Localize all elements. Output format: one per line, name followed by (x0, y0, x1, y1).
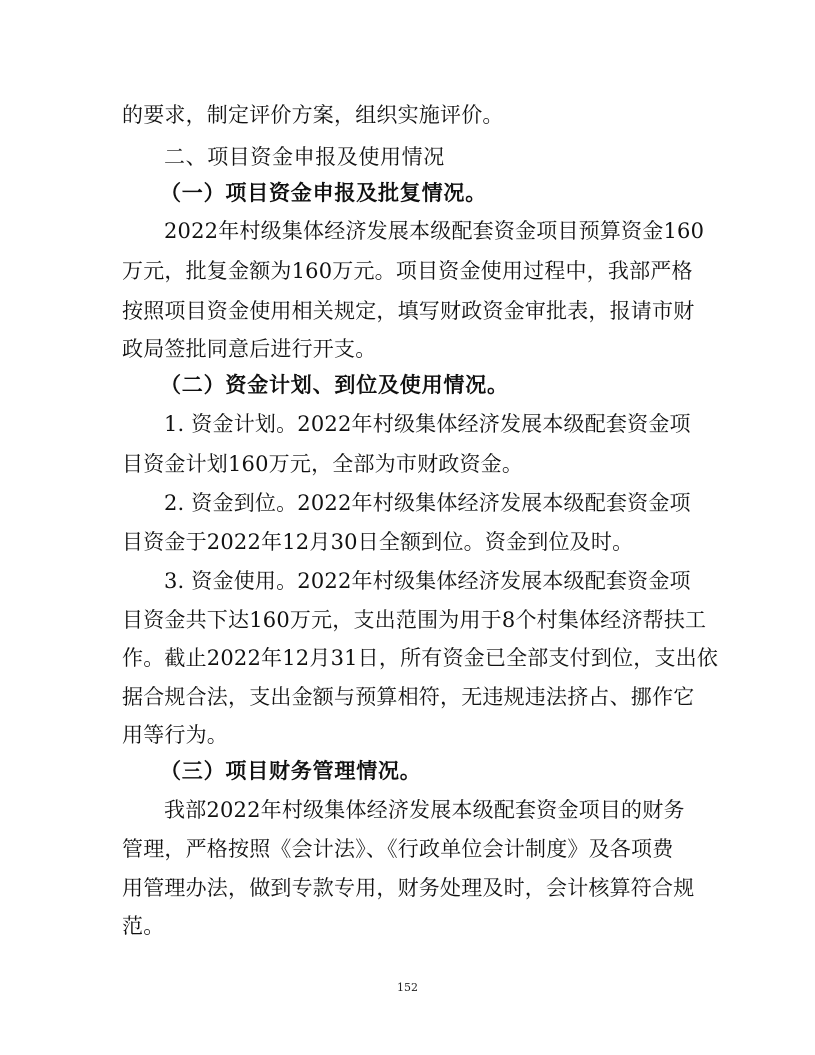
text-line: 万元，批复金额为160万元。项目资金使用过程中，我部严格 (122, 259, 693, 283)
text-line: 1. 资金计划。2022年村级集体经济发展本级配套资金项 (164, 412, 691, 436)
text-line: 3. 资金使用。2022年村级集体经济发展本级配套资金项 (164, 569, 691, 593)
text-line: 作。截止2022年12月31日，所有资金已全部支付到位，支出依 (122, 646, 719, 670)
text-line: 目资金共下达160万元，支出范围为用于8个村集体经济帮扶工 (122, 608, 707, 632)
section-heading: 二、项目资金申报及使用情况 (164, 145, 445, 169)
text-line: 按照项目资金使用相关规定，填写财政资金审批表，报请市财 (122, 299, 695, 323)
text-line: 2022年村级集体经济发展本级配套资金项目预算资金160 (164, 219, 705, 243)
subsection-heading: （二）资金计划、到位及使用情况。 (160, 373, 509, 397)
text-line: 我部2022年村级集体经济发展本级配套资金项目的财务 (164, 798, 685, 822)
text-line: 据合规合法，支出金额与预算相符，无违规违法挤占、挪作它 (122, 685, 695, 709)
text-line: 目资金计划160万元，全部为市财政资金。 (122, 452, 524, 476)
text-line: 范。 (122, 914, 165, 938)
text-line: 政局签批同意后进行开支。 (122, 337, 377, 361)
text-line: 管理，严格按照《会计法》、《行政单位会计制度》及各项费 (122, 837, 674, 861)
text-line: 的要求，制定评价方案，组织实施评价。 (122, 103, 504, 127)
subsection-heading: （三）项目财务管理情况。 (160, 759, 422, 783)
text-line: 2. 资金到位。2022年村级集体经济发展本级配套资金项 (164, 491, 691, 515)
text-line: 用管理办法，做到专款专用，财务处理及时，会计核算符合规 (122, 876, 695, 900)
text-line: 目资金于2022年12月30日全额到位。资金到位及时。 (122, 530, 634, 554)
text-line: 用等行为。 (122, 723, 228, 747)
subsection-heading: （一）项目资金申报及批复情况。 (160, 181, 487, 205)
page-number: 152 (397, 981, 418, 994)
